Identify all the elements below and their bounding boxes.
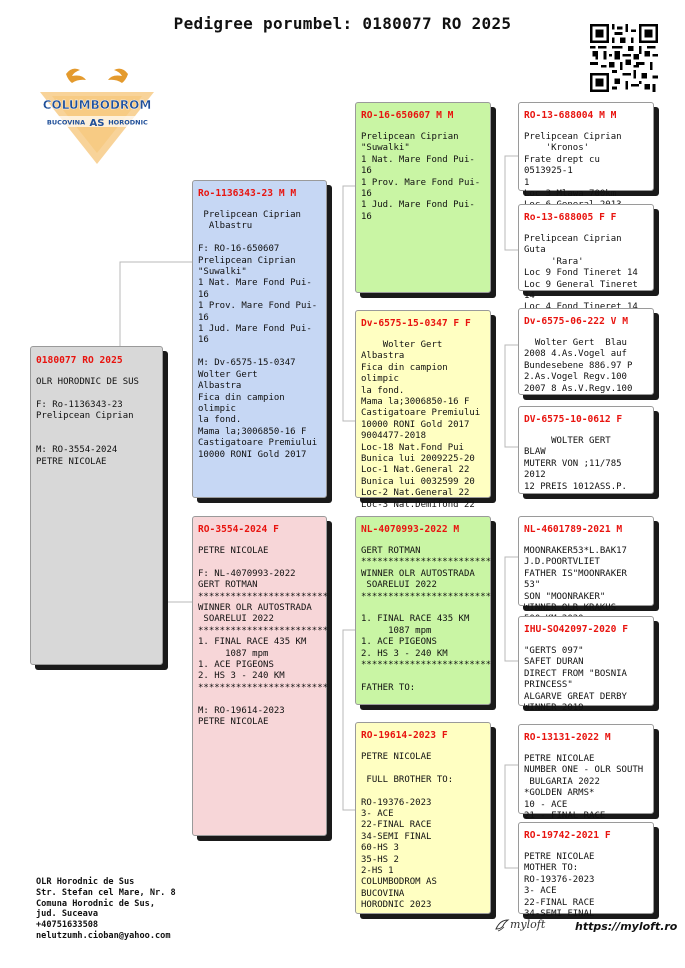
address-line: Comuna Horodnic de Sus,	[36, 898, 155, 909]
paternal-grandmother-card	[355, 310, 491, 510]
father-details: Prelipcean Ciprian Albastru F: RO-16-650607 Prelipcean Ciprian "Suwalki" 1 Nat. Mare Fond Pui-16 1 Prov. Mare Fond Pui-16 1 Jud. Mare Fond Pui-16 M: Dv-6575-15-0347 Wolter Gert Albastra Fica din campion olimpic la fond. Mama la;3006850-16 F Castigatoare Premiului 10000 RONI Gold 2017	[198, 210, 318, 460]
address-line: OLR Horodnic de Sus	[36, 877, 135, 887]
great-grandparent-ring-4: DV-6575-10-0612 F	[524, 414, 623, 425]
maternal-grandmother-ring: RO-19614-2023 F	[361, 730, 448, 741]
great-grandparent-ring-8: RO-19742-2021 F	[524, 830, 611, 841]
great-grandparent-ring-2: Ro-13-688005 F F	[524, 212, 617, 223]
great-grandparent-ring-1: RO-13-688004 M M	[524, 110, 617, 121]
mother-card	[192, 516, 327, 836]
address-line: Str. Stefan cel Mare, Nr. 8	[36, 887, 176, 898]
address-line: jud. Suceava	[36, 909, 99, 920]
paternal-grandfather-ring: RO-16-650607 M M	[361, 110, 454, 121]
great-grandparent-ring-7: RO-13131-2022 M	[524, 732, 611, 743]
great-grandparent-card-2	[518, 204, 654, 302]
great-grandparent-card-4	[518, 406, 654, 494]
great-grandparent-details-3: Wolter Gert Blau 2008 4.As.Vogel auf Bundesebene 886.97 P 2.As.Vogel Regv.100 2007 8 As.V.Regv.100	[524, 338, 633, 394]
address-phone: +40751633508	[36, 920, 99, 931]
great-grandparent-card-8	[518, 822, 654, 920]
subject-ring: 0180077 RO 2025	[36, 355, 123, 366]
subject-pigeon-card	[30, 346, 163, 665]
paternal-grandmother-ring: Dv-6575-15-0347 F F	[361, 318, 471, 329]
mother-details: PETRE NICOLAE F: NL-4070993-2022 GERT ROTMAN ************************ WINNER OLR AUTOSTRADA SOARELUI 2022 ************************ 1. FINAL RACE 435 KM 1087 mpm 1. ACE PIGEONS 2. HS 3 - 240 KM ************************ M: RO-19614-2023 PETRE NICOLAE	[198, 546, 329, 728]
great-grandparent-card-1	[518, 102, 654, 200]
great-grandparent-ring-3: Dv-6575-06-222 V M	[524, 316, 628, 327]
svg-text:HORODNIC: HORODNIC	[108, 118, 148, 127]
maternal-grandfather-card	[355, 516, 491, 705]
father-card	[192, 180, 327, 498]
paternal-grandmother-details: Wolter Gert Albastra Fica din campion olimpic la fond. Mama la;3006850-16 F Castigatoare Premiului 10000 RONI Gold 2017 9004477-2018 Loc-18 Nat.Fond Pui Bunica lui 2009225-20 Loc-1 Nat.General 22 Bunica lui 0032599 20 Loc-2 Nat.General 22 Loc-3 Nat.Demifond 22	[361, 340, 481, 510]
mother-ring: RO-3554-2024 F	[198, 524, 279, 535]
great-grandparent-details-2: Prelipcean Ciprian Guta 'Rara' Loc 9 Fond Tineret 14 Loc 9 General Tineret 14	[524, 234, 638, 302]
maternal-grandfather-ring: NL-4070993-2022 M	[361, 524, 460, 535]
great-grandparent-ring-5: NL-4601789-2021 M	[524, 524, 623, 535]
great-grandparent-details-5: MOONRAKER53*L.BAK17 J.D.POORTVLIET FATHER IS"MOONRAKER 53" SON "MOONRAKER" WINNER OLR KRAKUS	[524, 546, 627, 614]
page-title: Pedigree porumbel: 0180077 RO 2025	[173, 14, 512, 33]
svg-text:BUCOVINA: BUCOVINA	[46, 118, 86, 127]
svg-text:COLUMBODROM: COLUMBODROM	[42, 98, 152, 112]
footer-brand: myloft	[510, 918, 546, 931]
subject-details: OLR HORODNIC DE SUS F: Ro-1136343-23 Prelipcean Ciprian M: RO-3554-2024 PETRE NICOLAE	[36, 377, 139, 467]
maternal-grandmother-card	[355, 722, 491, 914]
great-grandparent-details-4: WOLTER GERT BLAW MUTERR VON ;11/785 2012 12 PREIS 1012ASS.P.	[524, 436, 627, 492]
paternal-grandfather-details: Prelipcean Ciprian "Suwalki" 1 Nat. Mare Fond Pui-16 1 Prov. Mare Fond Pui-16 1 Jud. Mare Fond Pui-16	[361, 132, 481, 222]
great-grandparent-details-6: "GERTS 097" SAFET DURAN DIRECT FROM "BOSNIA PRINCESS" ALGARVE GREAT DERBY WINNER 2019	[524, 646, 627, 714]
great-grandparent-card-6	[518, 616, 654, 714]
myloft-bird-icon	[494, 917, 510, 933]
great-grandparent-card-7	[518, 724, 654, 822]
great-grandparent-card-5	[518, 516, 654, 614]
breeder-address	[36, 877, 176, 942]
great-grandparent-details-8: PETRE NICOLAE MOTHER TO: RO-19376-2023 3- ACE 22-FINAL RACE 34-SEMI FINAL	[524, 852, 595, 920]
footer-url-link[interactable]: https://myloft.ro	[575, 920, 678, 933]
svg-text:AS: AS	[89, 118, 105, 129]
maternal-grandfather-details: GERT ROTMAN ************************ WINNER OLR AUTOSTRADA SOARELUI 2022 ************************ 1. FINAL RACE 435 KM 1087 mpm 1. ACE PIGEONS 2. HS 3 - 240 KM ************************ FATHER TO:	[361, 546, 492, 693]
maternal-grandmother-details: PETRE NICOLAE FULL BROTHER TO: RO-19376-2023 3- ACE 22-FINAL RACE 34-SEMI FINAL 60-HS 3 35-HS 2 2-HS 1 COLUMBODROM AS BUCOVINA HORODNIC 2023	[361, 752, 454, 911]
great-grandparent-details-7: PETRE NICOLAE NUMBER ONE - OLR SOUTH BULGARIA 2022 *GOLDEN ARMS* 10 - ACE 21 - FINAL RACE	[524, 754, 644, 822]
father-ring: Ro-1136343-23 M M	[198, 188, 297, 199]
great-grandparent-details-1: Prelipcean Ciprian 'Kronos' Frate drept cu 0513925-1 1 Loc 3 Mlawa 700km	[524, 132, 622, 200]
great-grandparent-ring-6: IHU-SO42097-2020 F	[524, 624, 628, 635]
great-grandparent-card-3	[518, 308, 654, 395]
address-email[interactable]: nelutzumh.cioban@yahoo.com	[36, 930, 171, 941]
paternal-grandfather-card	[355, 102, 491, 293]
